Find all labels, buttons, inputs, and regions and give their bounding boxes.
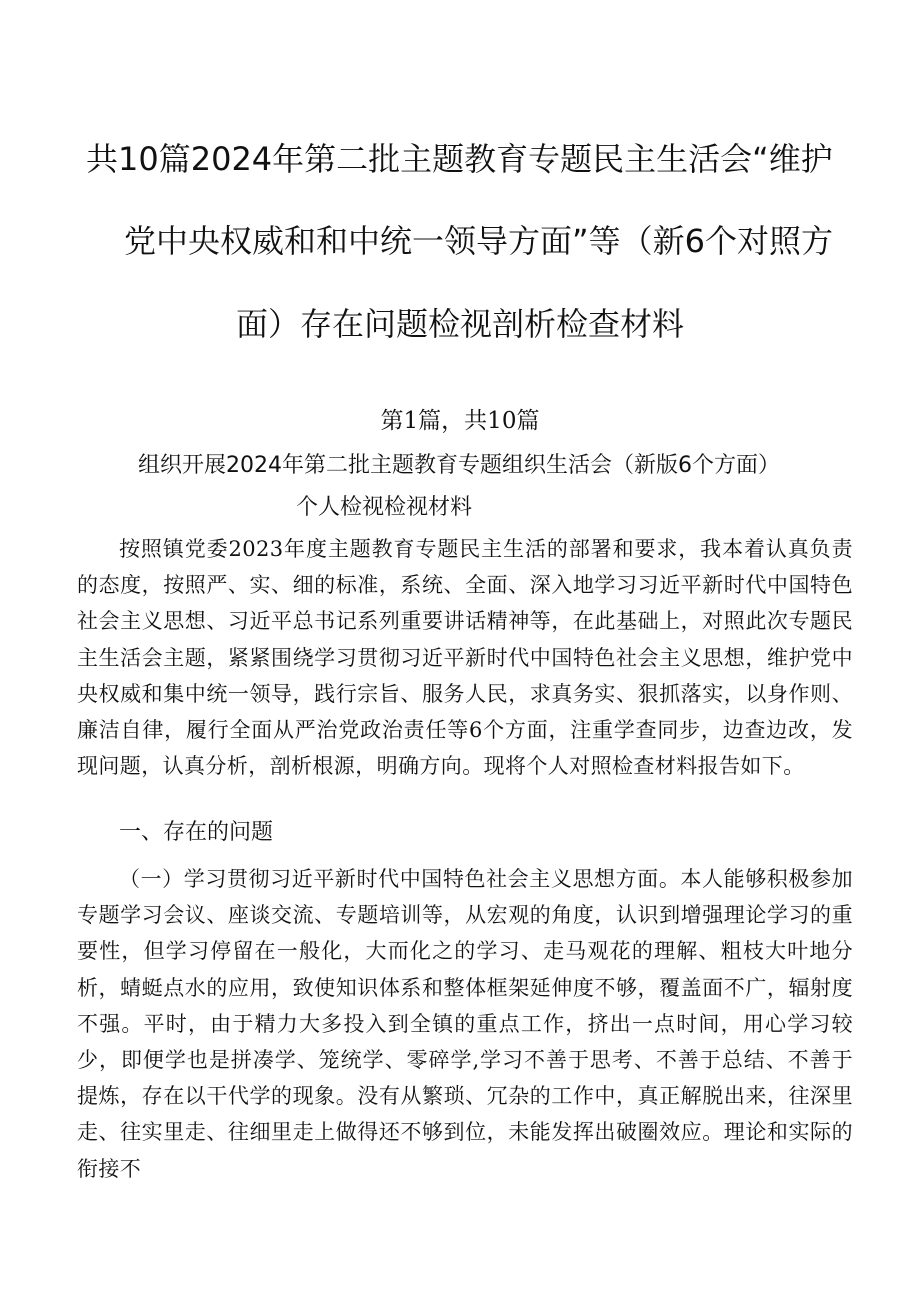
- section-heading: 一、存在的问题: [119, 820, 274, 845]
- intro-paragraph: 按照镇党委2023年度主题教育专题民主生活的部署和要求，我本着认真负责的态度，按照严、实、细的标准，系统、全面、深入地学习习近平新时代中国特色社会主义思想、习近平总书记系列重要讲话精神等，在此基础上，对照此次专题民主生活会主题，紧紧围绕学习贯彻习近平新时代中国特色社会主义思想，维护党中央权威和集中统一领导，践行宗旨、服务人民，求真务实、狠抓落实，以身作则、廉洁自律，履行全面从严治党政治责任等6个方面，注重学查同步，边查边改，发现问题，认真分析，剖析根源，明确方向。现将个人对照检查材料报告如下。: [77, 537, 853, 779]
- subtitle-line-2: 个人检视检视材料: [296, 495, 473, 520]
- section-paragraph: （一）学习贯彻习近平新时代中国特色社会主义思想方面。本人能够积极参加专题学习会议、座谈交流、专题培训等，从宏观的角度，认识到增强理论学习的重要性，但学习停留在一般化，大而化之的学习、走马观花的理解、粗枝大叶地分析，蜻蜓点水的应用，致使知识体系和整体框架延伸度不够，覆盖面不广，辐射度不强。平时，由于精力大多投入到全镇的重点工作，挤出一点时间，用心学习较少，即便学也是拼凑学、笼统学、零碎学,学习不善于思考、不善于总结、不善于提炼，存在以干代学的现象。没有从繁琐、冗杂的工作中，真正解脱出来，往深里走、往实里走、往细里走上做得还不够到位，未能发挥出破圈效应。理论和实际的衔接不: [77, 867, 853, 1181]
- document-title-line-3: 面）存在问题检视剖析检查材料: [235, 305, 684, 343]
- part-number: 第1篇，共10篇: [380, 408, 540, 434]
- document-title-line-2: 党中央权威和和中统一领导方面”等（新6个对照方: [124, 222, 833, 260]
- subtitle-line-1: 组织开展2024年第二批主题教育专题组织生活会（新版6个方面）: [138, 453, 780, 478]
- document-title-line-1: 共10篇2024年第二批主题教育专题民主生活会“维护: [86, 140, 833, 178]
